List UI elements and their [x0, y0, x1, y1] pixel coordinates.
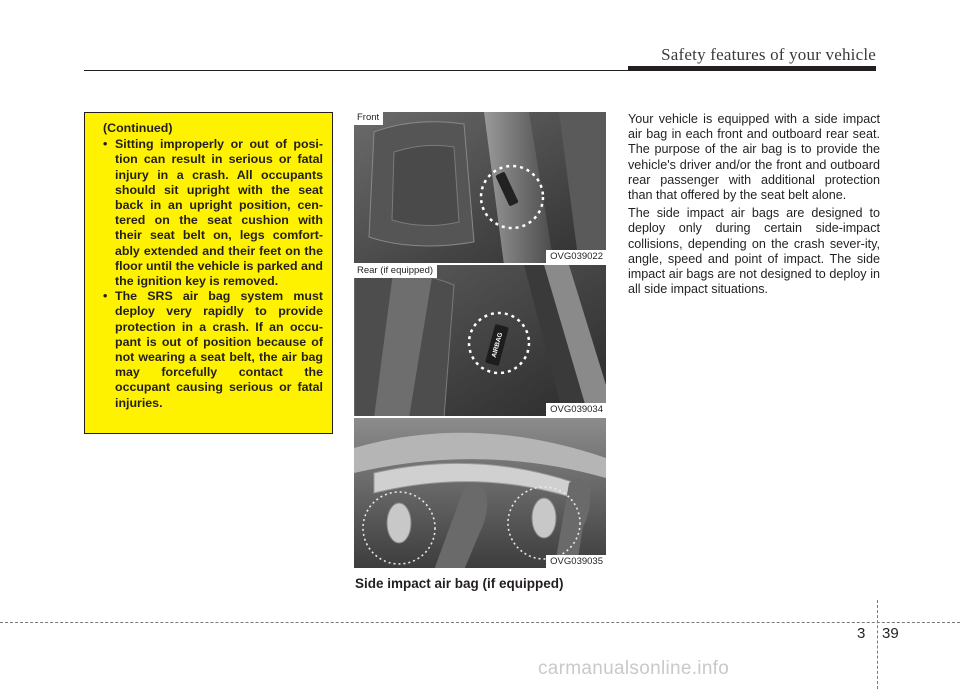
figure-caption: Side impact air bag (if equipped)	[355, 576, 564, 591]
rear-seat-illustration	[354, 265, 606, 418]
watermark: carmanualsonline.info	[538, 658, 730, 679]
body-paragraph: The side impact air bags are designed to deploy only during certain side-impact collisions, depending on the crash sever-ity, angle, speed and point of impact. The side impact air bags are not designed to deploy in all side impact situations.	[628, 206, 880, 297]
header-rule-accent	[628, 66, 876, 71]
figure-label: Front	[354, 112, 383, 125]
warning-bullet: • Sitting improperly or out of posi-tion can result in serious or fatal injury in a crash. All occupants should sit upright with the seat back in an upright position, cen-tered on the seat cushion with their seat belt on, legs comfort-ably extended and their feet on the floor until the vehicle is parked and the ignition key is removed.	[95, 137, 323, 289]
section-title: Safety features of your vehicle	[661, 45, 876, 64]
page-number: 39	[882, 625, 899, 642]
cabin-airbags-illustration	[354, 418, 606, 570]
warning-list	[95, 137, 323, 411]
warning-box	[84, 112, 333, 434]
figure-code: OVG039035	[546, 555, 606, 568]
figure-rear-seat	[354, 265, 606, 418]
figure-front-seat	[354, 112, 606, 265]
chapter-number: 3	[857, 625, 866, 642]
body-text	[628, 112, 880, 300]
footer-divider	[877, 600, 878, 689]
figure-code: OVG039022	[546, 250, 606, 263]
figure-label: Rear (if equipped)	[354, 265, 437, 278]
footer-rule	[0, 622, 960, 623]
figure-stack	[354, 112, 606, 570]
front-seat-illustration	[354, 112, 606, 265]
warning-continued-label: (Continued)	[103, 121, 173, 135]
body-paragraph: Your vehicle is equipped with a side impact air bag in each front and outboard rear seat. The purpose of the air bag is to provide the vehicle's driver and/or the front and outboard rear passenger with additional protection than that offered by the seat belt alone.	[628, 112, 880, 203]
figure-code: OVG039034	[546, 403, 606, 416]
warning-bullet: • The SRS air bag system must deploy very rapidly to provide protection in a crash. If an occu-pant is out of position because of not wearing a seat belt, the air bag may forcefully contact the occupant causing serious or fatal injuries.	[95, 289, 323, 411]
figure-cabin-airbags	[354, 418, 606, 570]
airbag-badge: AIRBAG	[490, 331, 505, 359]
